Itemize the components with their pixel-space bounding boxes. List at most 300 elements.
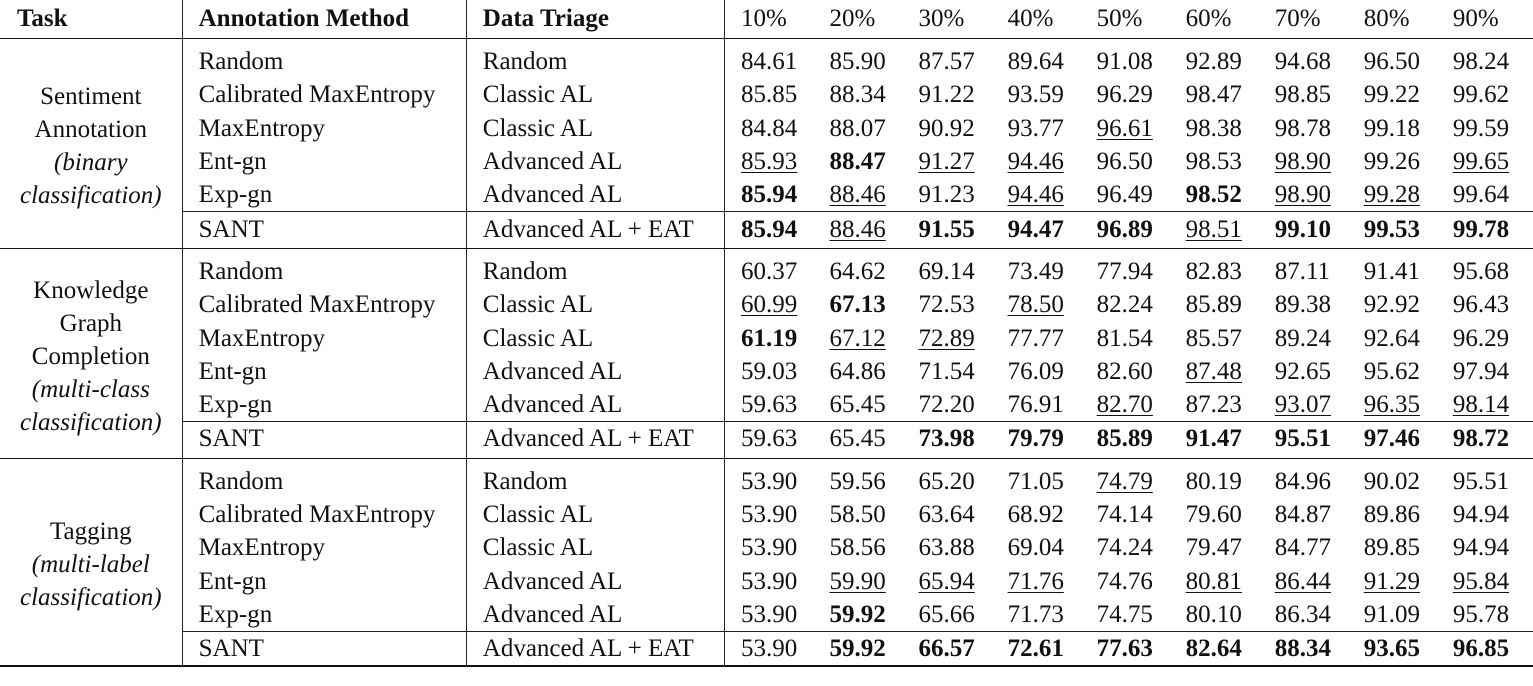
value-cell bbox=[1081, 145, 1170, 178]
value-cell bbox=[724, 632, 813, 667]
value: 98.85 bbox=[1274, 81, 1331, 109]
annotation-method-cell: SANT bbox=[182, 632, 466, 667]
best-value: 73.98 bbox=[918, 425, 975, 453]
value-cell bbox=[1170, 422, 1259, 458]
value: 88.34 bbox=[829, 81, 886, 109]
best-value: 82.64 bbox=[1185, 635, 1242, 663]
task-cell bbox=[0, 248, 182, 458]
data-triage-cell: Advanced AL + EAT bbox=[466, 632, 724, 667]
second-best-value: 88.46 bbox=[829, 181, 886, 209]
table-row bbox=[0, 564, 1533, 597]
best-value: 93.65 bbox=[1363, 635, 1421, 663]
value-cell bbox=[1081, 632, 1170, 667]
task-name-line: Knowledge bbox=[33, 276, 149, 304]
value-cell bbox=[1348, 458, 1437, 498]
table-row-sant bbox=[0, 632, 1533, 667]
best-value: 85.94 bbox=[740, 181, 798, 209]
best-value: 77.63 bbox=[1096, 635, 1153, 663]
value: 74.75 bbox=[1096, 600, 1153, 628]
header-percent: 30% bbox=[903, 0, 992, 39]
value-cell bbox=[992, 422, 1081, 458]
value: 84.87 bbox=[1274, 501, 1331, 528]
value-cell bbox=[724, 112, 813, 145]
value-cell bbox=[992, 564, 1081, 597]
task-name-line: Sentiment bbox=[40, 83, 142, 111]
value: 98.47 bbox=[1185, 81, 1242, 109]
value-cell bbox=[1348, 248, 1437, 288]
header-row bbox=[0, 0, 1533, 39]
table-row bbox=[0, 288, 1533, 321]
value: 71.73 bbox=[1007, 600, 1064, 628]
value: 91.09 bbox=[1363, 600, 1421, 628]
value: 92.92 bbox=[1363, 291, 1421, 319]
value-cell bbox=[724, 355, 813, 388]
task-cell bbox=[0, 458, 182, 666]
table-row bbox=[0, 498, 1533, 531]
value-cell bbox=[1081, 422, 1170, 458]
value: 71.05 bbox=[1007, 467, 1064, 495]
value-cell bbox=[1348, 388, 1437, 422]
value-cell bbox=[813, 178, 902, 212]
value-cell bbox=[1081, 388, 1170, 422]
value-cell bbox=[1170, 39, 1259, 79]
annotation-method-cell: Random bbox=[182, 39, 466, 79]
value: 89.38 bbox=[1274, 291, 1331, 319]
second-best-value: 67.12 bbox=[829, 324, 886, 352]
value-cell bbox=[1348, 355, 1437, 388]
value-cell bbox=[1348, 531, 1437, 564]
value: 74.14 bbox=[1096, 501, 1153, 528]
value: 59.63 bbox=[740, 391, 798, 419]
best-value: 97.46 bbox=[1363, 425, 1421, 453]
value: 53.90 bbox=[740, 567, 798, 595]
value-cell bbox=[1259, 78, 1348, 111]
value-cell bbox=[992, 598, 1081, 632]
value-cell bbox=[813, 531, 902, 564]
annotation-method-cell: Calibrated MaxEntropy bbox=[182, 288, 466, 321]
value: 59.56 bbox=[829, 467, 886, 495]
value-cell bbox=[1348, 288, 1437, 321]
value-cell bbox=[903, 388, 992, 422]
value-cell bbox=[724, 388, 813, 422]
value: 84.96 bbox=[1274, 467, 1331, 495]
value-cell bbox=[1259, 632, 1348, 667]
value-cell bbox=[1170, 632, 1259, 667]
value-cell bbox=[813, 598, 902, 632]
value-cell bbox=[1081, 288, 1170, 321]
table-row bbox=[0, 39, 1533, 79]
value-cell bbox=[724, 248, 813, 288]
value: 87.23 bbox=[1185, 391, 1242, 419]
task-type-line: (binary bbox=[54, 149, 128, 177]
best-value: 72.61 bbox=[1007, 635, 1064, 663]
best-value: 98.52 bbox=[1185, 181, 1242, 209]
value: 53.90 bbox=[740, 600, 798, 628]
value-cell bbox=[1170, 145, 1259, 178]
second-best-value: 91.27 bbox=[918, 148, 975, 176]
value-cell bbox=[724, 39, 813, 79]
value-cell bbox=[903, 632, 992, 667]
value-cell bbox=[992, 388, 1081, 422]
value: 92.89 bbox=[1185, 48, 1242, 76]
value: 63.88 bbox=[918, 534, 975, 562]
data-triage-cell: Classic AL bbox=[466, 531, 724, 564]
value: 92.65 bbox=[1274, 357, 1331, 385]
value: 99.22 bbox=[1363, 81, 1421, 109]
second-best-value: 72.89 bbox=[918, 324, 975, 352]
value: 69.04 bbox=[1007, 534, 1064, 562]
task-type-line: (multi-class bbox=[31, 375, 150, 403]
data-triage-cell: Classic AL bbox=[466, 112, 724, 145]
value-cell bbox=[1348, 632, 1437, 667]
value-cell bbox=[724, 564, 813, 597]
value: 92.64 bbox=[1363, 324, 1421, 352]
best-value: 91.47 bbox=[1185, 425, 1242, 453]
value-cell bbox=[1170, 178, 1259, 212]
header-percent: 50% bbox=[1081, 0, 1170, 39]
value: 95.78 bbox=[1452, 600, 1510, 628]
data-triage-cell: Classic AL bbox=[466, 498, 724, 531]
task-name-line: Graph bbox=[59, 309, 123, 337]
data-triage-cell: Advanced AL bbox=[466, 178, 724, 212]
data-triage-cell: Advanced AL + EAT bbox=[466, 422, 724, 458]
data-triage-cell: Advanced AL bbox=[466, 145, 724, 178]
second-best-value: 88.46 bbox=[829, 215, 886, 243]
value-cell bbox=[1348, 498, 1437, 531]
value: 91.22 bbox=[918, 81, 975, 109]
value: 79.47 bbox=[1185, 534, 1242, 562]
value: 76.09 bbox=[1007, 357, 1064, 385]
value-cell bbox=[813, 564, 902, 597]
data-triage-cell: Advanced AL bbox=[466, 388, 724, 422]
header-percent: 80% bbox=[1348, 0, 1437, 39]
annotation-method-cell: Exp-gn bbox=[182, 598, 466, 632]
value-cell bbox=[1170, 531, 1259, 564]
value: 95.68 bbox=[1452, 257, 1510, 285]
annotation-method-cell: MaxEntropy bbox=[182, 112, 466, 145]
table-row-sant bbox=[0, 212, 1533, 248]
value-cell bbox=[1348, 39, 1437, 79]
value: 53.90 bbox=[740, 635, 798, 663]
value: 99.26 bbox=[1363, 148, 1421, 176]
table-row bbox=[0, 355, 1533, 388]
value-cell bbox=[1170, 288, 1259, 321]
header-task: Task bbox=[0, 0, 182, 39]
value: 64.86 bbox=[829, 357, 886, 385]
value-cell bbox=[1081, 355, 1170, 388]
value: 91.23 bbox=[918, 181, 975, 209]
value: 95.62 bbox=[1363, 357, 1421, 385]
value-cell bbox=[724, 78, 813, 111]
value-cell bbox=[1259, 288, 1348, 321]
value-cell bbox=[903, 355, 992, 388]
value-cell bbox=[1437, 78, 1533, 111]
table-row bbox=[0, 598, 1533, 632]
value: 96.49 bbox=[1096, 181, 1153, 209]
value-cell bbox=[1081, 498, 1170, 531]
value-cell bbox=[813, 112, 902, 145]
second-best-value: 95.84 bbox=[1452, 567, 1510, 595]
value-cell bbox=[1259, 321, 1348, 354]
value: 53.90 bbox=[740, 501, 798, 528]
second-best-value: 96.35 bbox=[1363, 391, 1421, 419]
value-cell bbox=[813, 288, 902, 321]
header-percent: 90% bbox=[1437, 0, 1533, 39]
task-cell bbox=[0, 39, 182, 249]
value: 98.53 bbox=[1185, 148, 1242, 176]
value-cell bbox=[1437, 288, 1533, 321]
annotation-method-cell: Ent-gn bbox=[182, 355, 466, 388]
value: 89.85 bbox=[1363, 534, 1421, 562]
value-cell bbox=[992, 458, 1081, 498]
annotation-method-cell: SANT bbox=[182, 422, 466, 458]
value: 65.45 bbox=[829, 425, 886, 453]
task-type-line: classification) bbox=[19, 584, 162, 612]
value: 93.59 bbox=[1007, 81, 1064, 109]
value-cell bbox=[1170, 388, 1259, 422]
value-cell bbox=[992, 355, 1081, 388]
table-row-sant bbox=[0, 422, 1533, 458]
best-value: 98.72 bbox=[1452, 425, 1510, 453]
value-cell bbox=[1259, 178, 1348, 212]
second-best-value: 99.65 bbox=[1452, 148, 1510, 176]
value-cell bbox=[992, 248, 1081, 288]
value: 59.63 bbox=[740, 425, 798, 453]
value-cell bbox=[1259, 564, 1348, 597]
value-cell bbox=[1437, 145, 1533, 178]
value-cell bbox=[724, 145, 813, 178]
value: 94.94 bbox=[1452, 534, 1510, 562]
value-cell bbox=[1081, 598, 1170, 632]
value-cell bbox=[724, 531, 813, 564]
value: 53.90 bbox=[740, 467, 798, 495]
best-value: 96.85 bbox=[1452, 635, 1510, 663]
second-best-value: 82.70 bbox=[1096, 391, 1153, 419]
value-cell bbox=[903, 248, 992, 288]
value: 94.68 bbox=[1274, 48, 1331, 76]
table-row bbox=[0, 458, 1533, 498]
value-cell bbox=[1348, 212, 1437, 248]
value: 99.18 bbox=[1363, 114, 1421, 142]
value: 96.43 bbox=[1452, 291, 1510, 319]
value: 74.76 bbox=[1096, 567, 1153, 595]
value-cell bbox=[903, 112, 992, 145]
best-value: 61.19 bbox=[740, 324, 798, 352]
second-best-value: 60.99 bbox=[740, 291, 798, 319]
value-cell bbox=[992, 39, 1081, 79]
value-cell bbox=[724, 498, 813, 531]
value: 85.89 bbox=[1185, 291, 1242, 319]
data-triage-cell: Random bbox=[466, 458, 724, 498]
value: 85.85 bbox=[740, 81, 798, 109]
value-cell bbox=[992, 112, 1081, 145]
value-cell bbox=[992, 498, 1081, 531]
second-best-value: 78.50 bbox=[1007, 291, 1064, 319]
best-value: 88.34 bbox=[1274, 635, 1331, 663]
value-cell bbox=[813, 422, 902, 458]
data-triage-cell: Advanced AL bbox=[466, 564, 724, 597]
value-cell bbox=[1170, 458, 1259, 498]
table-row bbox=[0, 78, 1533, 111]
value-cell bbox=[1259, 248, 1348, 288]
value-cell bbox=[1348, 145, 1437, 178]
table-row bbox=[0, 388, 1533, 422]
value-cell bbox=[1437, 598, 1533, 632]
value: 76.91 bbox=[1007, 391, 1064, 419]
best-value: 96.89 bbox=[1096, 215, 1153, 243]
second-best-value: 93.07 bbox=[1274, 391, 1331, 419]
second-best-value: 98.90 bbox=[1274, 148, 1331, 176]
value: 88.07 bbox=[829, 114, 886, 142]
value-cell bbox=[1437, 39, 1533, 79]
value-cell bbox=[1081, 458, 1170, 498]
value-cell bbox=[903, 498, 992, 531]
value-cell bbox=[813, 145, 902, 178]
value: 65.20 bbox=[918, 467, 975, 495]
value: 72.20 bbox=[918, 391, 975, 419]
value: 72.53 bbox=[918, 291, 975, 319]
value: 98.24 bbox=[1452, 48, 1510, 76]
value-cell bbox=[813, 321, 902, 354]
value-cell bbox=[813, 78, 902, 111]
best-value: 99.78 bbox=[1452, 215, 1510, 243]
header-percent: 20% bbox=[813, 0, 902, 39]
second-best-value: 98.90 bbox=[1274, 181, 1331, 209]
annotation-method-cell: Random bbox=[182, 458, 466, 498]
data-triage-cell: Classic AL bbox=[466, 288, 724, 321]
table-row bbox=[0, 321, 1533, 354]
value: 84.61 bbox=[740, 48, 798, 76]
value: 98.78 bbox=[1274, 114, 1331, 142]
value-cell bbox=[813, 632, 902, 667]
value-cell bbox=[903, 598, 992, 632]
value: 71.54 bbox=[918, 357, 975, 385]
table-row bbox=[0, 248, 1533, 288]
annotation-method-cell: Ent-gn bbox=[182, 145, 466, 178]
value-cell bbox=[903, 458, 992, 498]
data-triage-cell: Classic AL bbox=[466, 321, 724, 354]
value-cell bbox=[992, 632, 1081, 667]
value-cell bbox=[1081, 248, 1170, 288]
value-cell bbox=[1437, 632, 1533, 667]
value-cell bbox=[992, 321, 1081, 354]
best-value: 66.57 bbox=[918, 635, 975, 663]
annotation-method-cell: Exp-gn bbox=[182, 388, 466, 422]
value: 86.34 bbox=[1274, 600, 1331, 628]
second-best-value: 98.14 bbox=[1452, 391, 1510, 419]
value-cell bbox=[1081, 178, 1170, 212]
value-cell bbox=[1348, 321, 1437, 354]
value-cell bbox=[1081, 78, 1170, 111]
value: 96.50 bbox=[1096, 148, 1153, 176]
value: 87.57 bbox=[918, 48, 975, 76]
value: 80.19 bbox=[1185, 467, 1242, 495]
second-best-value: 86.44 bbox=[1274, 567, 1331, 595]
value-cell bbox=[1170, 355, 1259, 388]
value: 53.90 bbox=[740, 534, 798, 562]
value: 82.83 bbox=[1185, 257, 1242, 285]
value: 79.60 bbox=[1185, 501, 1242, 528]
value-cell bbox=[1259, 531, 1348, 564]
value-cell bbox=[1170, 78, 1259, 111]
best-value: 99.53 bbox=[1363, 215, 1421, 243]
annotation-method-cell: SANT bbox=[182, 212, 466, 248]
value-cell bbox=[1437, 321, 1533, 354]
value-cell bbox=[1081, 112, 1170, 145]
annotation-method-cell: Random bbox=[182, 248, 466, 288]
value-cell bbox=[1081, 564, 1170, 597]
value-cell bbox=[1437, 422, 1533, 458]
value-cell bbox=[1170, 248, 1259, 288]
data-triage-cell: Classic AL bbox=[466, 78, 724, 111]
best-value: 95.51 bbox=[1274, 425, 1331, 453]
value: 68.92 bbox=[1007, 501, 1064, 528]
value: 90.02 bbox=[1363, 467, 1421, 495]
value-cell bbox=[1259, 458, 1348, 498]
annotation-method-cell: Calibrated MaxEntropy bbox=[182, 78, 466, 111]
second-best-value: 94.46 bbox=[1007, 148, 1064, 176]
data-triage-cell: Advanced AL bbox=[466, 355, 724, 388]
value-cell bbox=[903, 321, 992, 354]
value: 59.03 bbox=[740, 357, 798, 385]
value-cell bbox=[992, 288, 1081, 321]
value: 84.84 bbox=[740, 114, 798, 142]
value-cell bbox=[992, 78, 1081, 111]
value-cell bbox=[1170, 598, 1259, 632]
value: 58.56 bbox=[829, 534, 886, 562]
value: 99.59 bbox=[1452, 114, 1510, 142]
second-best-value: 91.29 bbox=[1363, 567, 1421, 595]
value-cell bbox=[1348, 422, 1437, 458]
header-percent: 70% bbox=[1259, 0, 1348, 39]
task-type-line: (multi-label bbox=[31, 551, 150, 579]
value-cell bbox=[903, 39, 992, 79]
value: 90.92 bbox=[918, 114, 975, 142]
value: 91.41 bbox=[1363, 257, 1421, 285]
header-percent: 40% bbox=[992, 0, 1081, 39]
value: 74.24 bbox=[1096, 534, 1153, 562]
header-annotation-method: Annotation Method bbox=[182, 0, 466, 39]
task-name-line: Completion bbox=[31, 342, 150, 370]
value: 91.08 bbox=[1096, 48, 1153, 76]
value-cell bbox=[1170, 498, 1259, 531]
value-cell bbox=[1081, 212, 1170, 248]
value-cell bbox=[1348, 564, 1437, 597]
value-cell bbox=[903, 145, 992, 178]
value: 58.50 bbox=[829, 501, 886, 528]
value-cell bbox=[1170, 212, 1259, 248]
data-triage-cell: Random bbox=[466, 248, 724, 288]
second-best-value: 87.48 bbox=[1185, 357, 1242, 385]
value-cell bbox=[1348, 78, 1437, 111]
value-cell bbox=[903, 178, 992, 212]
value: 97.94 bbox=[1452, 357, 1510, 385]
value-cell bbox=[1081, 321, 1170, 354]
table-row bbox=[0, 112, 1533, 145]
value: 82.24 bbox=[1096, 291, 1153, 319]
value: 77.77 bbox=[1007, 324, 1064, 352]
value: 65.45 bbox=[829, 391, 886, 419]
value: 85.90 bbox=[829, 48, 886, 76]
value-cell bbox=[903, 78, 992, 111]
value: 63.64 bbox=[918, 501, 975, 528]
value-cell bbox=[903, 531, 992, 564]
header-percent: 60% bbox=[1170, 0, 1259, 39]
value: 95.51 bbox=[1452, 467, 1510, 495]
value: 60.37 bbox=[740, 257, 798, 285]
value-cell bbox=[813, 388, 902, 422]
table-row bbox=[0, 145, 1533, 178]
